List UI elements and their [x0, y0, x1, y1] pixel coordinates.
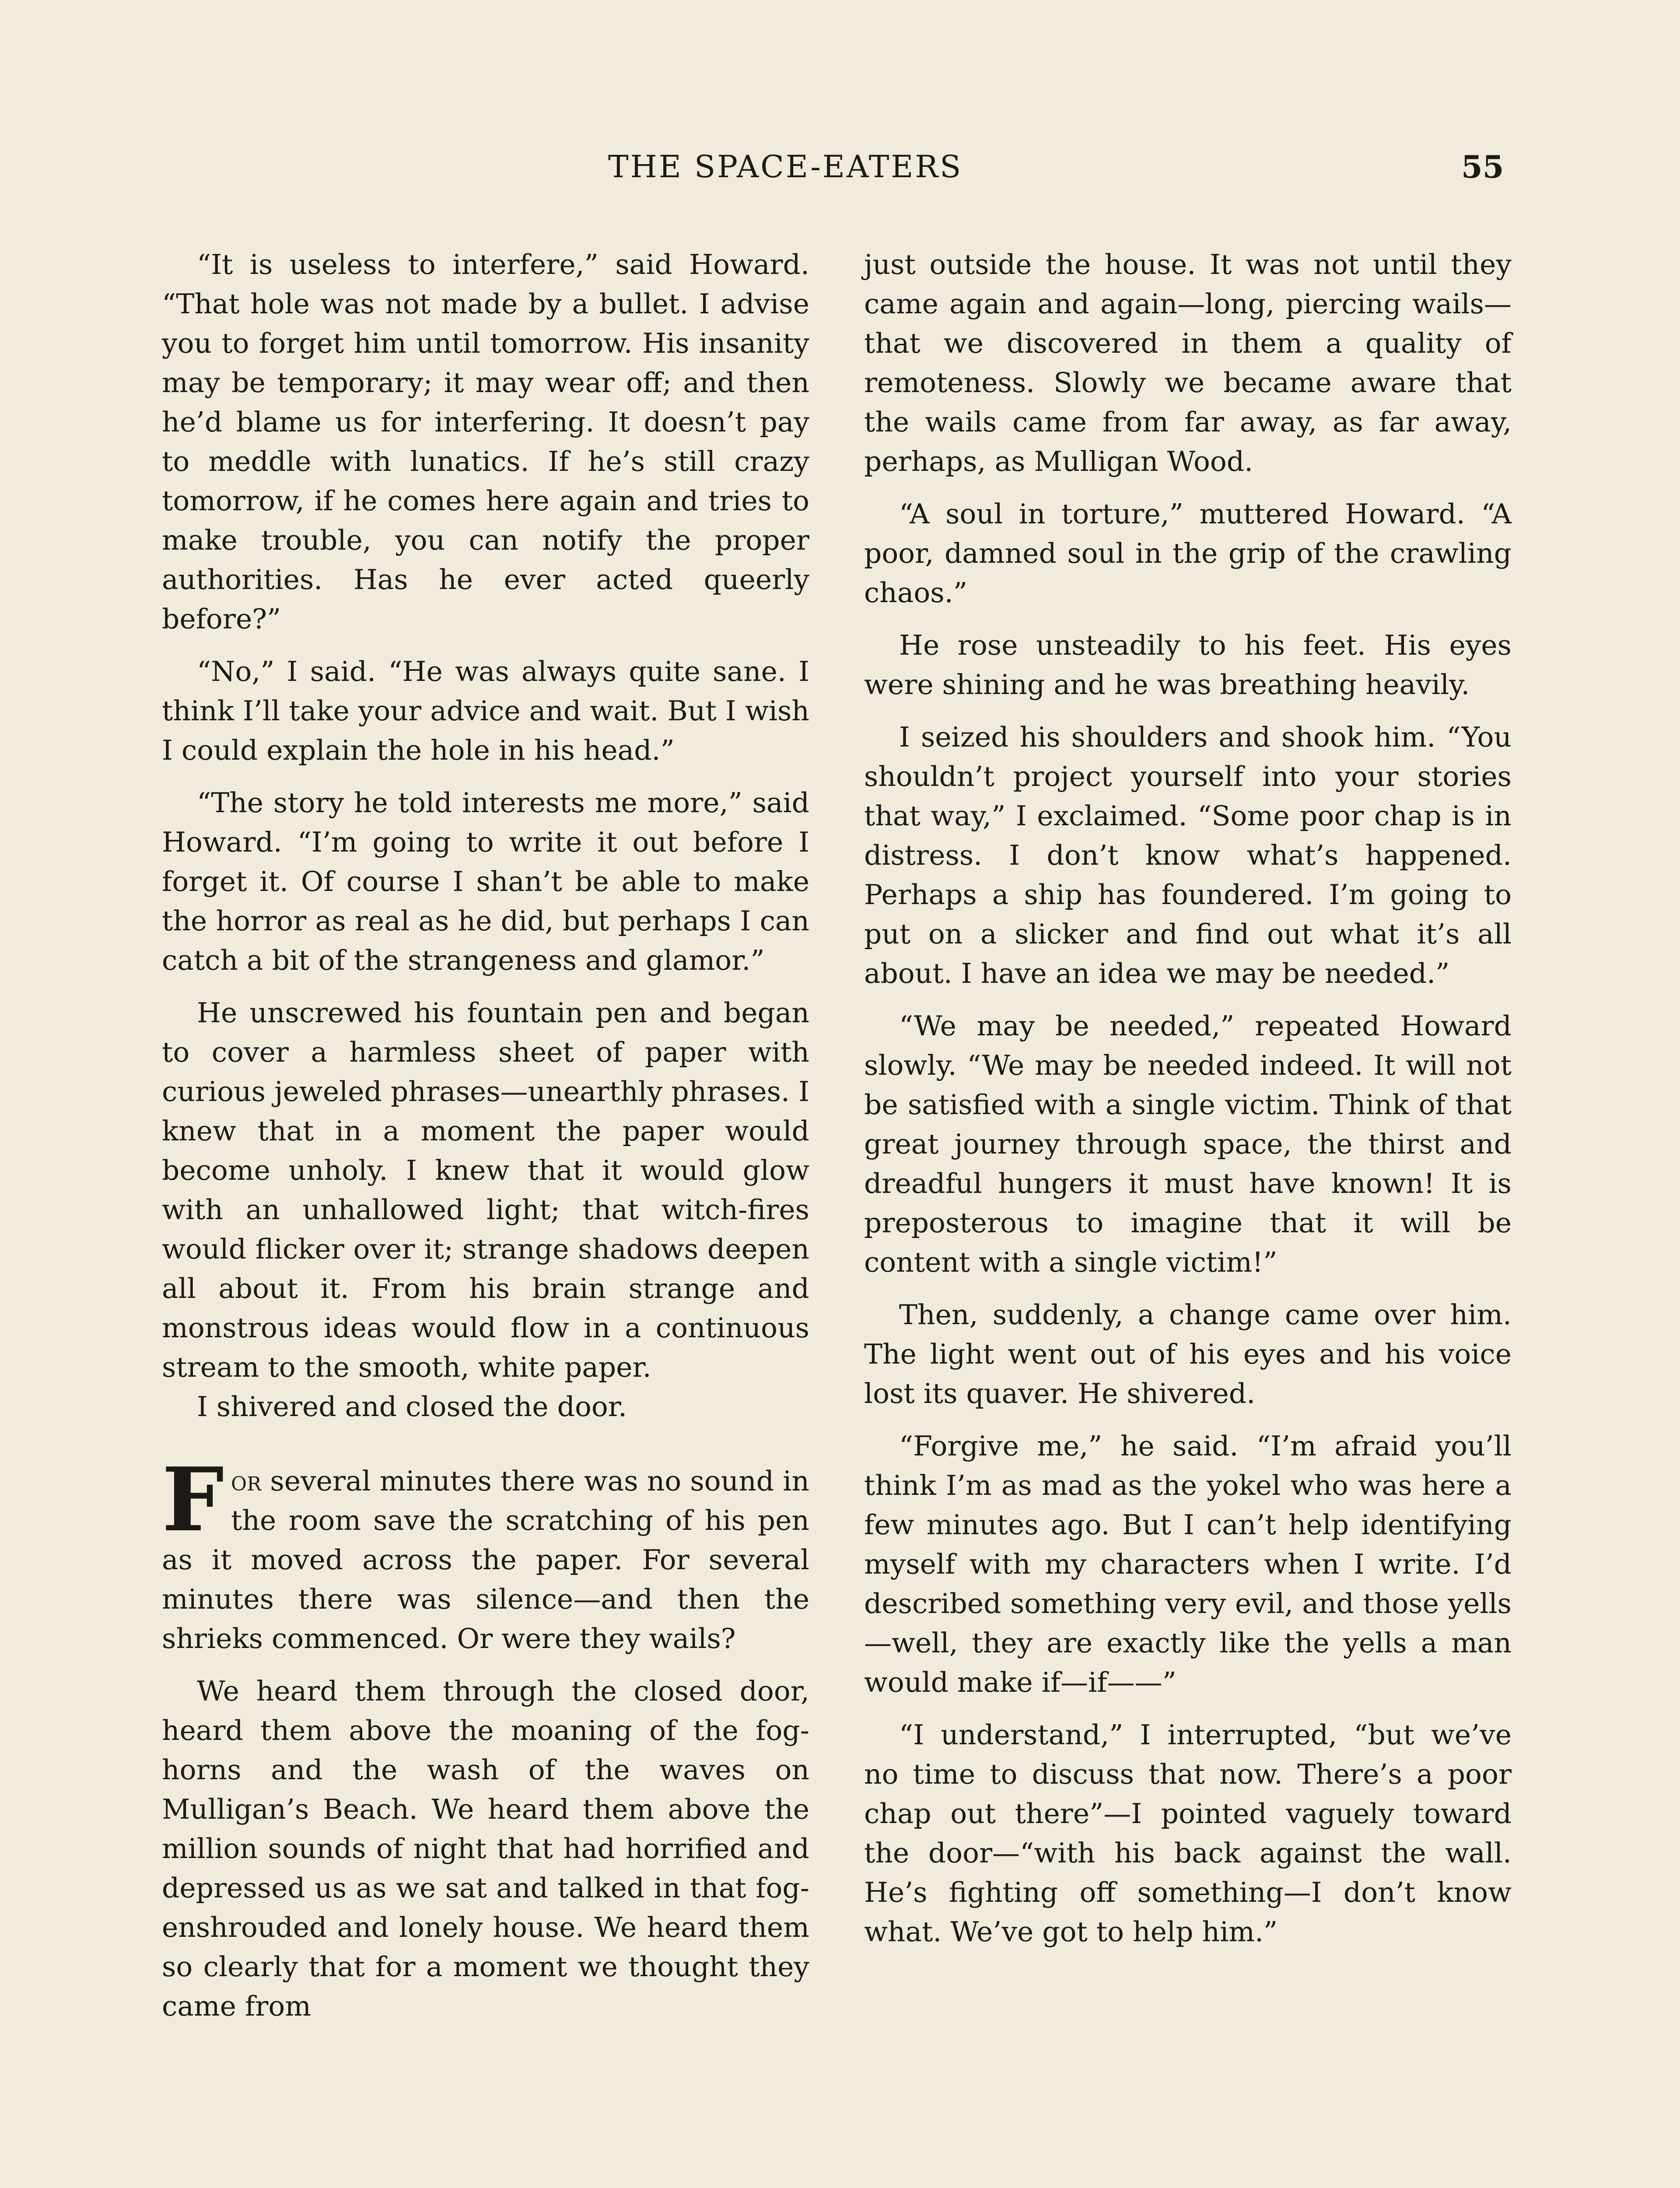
- paragraph: “A soul in torture,” muttered Howard. “A poor, damned soul in the grip of the crawling chaos.”: [864, 498, 1512, 609]
- paragraph: I shivered and closed the door.: [197, 1391, 627, 1423]
- paragraph-text: several minutes there was no sound in the room save the scratching of his pen as it moved across the paper. For several minutes there was silence—and then the shrieks commenced. Or were they wails?: [162, 1465, 809, 1655]
- left-column: [162, 245, 809, 2026]
- drop-cap: F: [162, 1448, 224, 1551]
- paragraph: We heard them through the closed door, heard them above the moaning of the fog-horns and the wash of the waves on Mulligan’s Beach. We heard them above the million sounds of night that had horrified and depressed us as we sat and talked in that fog-enshrouded and lonely house. We heard them so clearly that for a moment we thought they came from: [162, 1675, 809, 2022]
- small-caps-lead: or: [231, 1465, 262, 1497]
- page-number: 55: [1461, 149, 1504, 185]
- paragraph: Then, suddenly, a change came over him. The light went out of his eyes and his voice lost its quaver. He shivered.: [864, 1299, 1512, 1410]
- section-break: [162, 1427, 809, 1462]
- right-column: [864, 245, 1512, 1952]
- paragraph: “I understand,” I interrupted, “but we’ve no time to discuss that now. There’s a poor chap out there”—I pointed vaguely toward the door—“with his back against the wall. He’s fighting off something—I don’t know what. We’ve got to help him.”: [864, 1719, 1512, 1948]
- section-opening-paragraph: [162, 1448, 809, 1659]
- paragraph: just outside the house. It was not until they came again and again—long, piercing wails—that we discovered in them a quality of remoteness. Slowly we became aware that the wails came from far away, as far away, perhaps, as Mulligan Wood.: [864, 249, 1512, 477]
- paragraph: “It is useless to interfere,” said Howard. “That hole was not made by a bullet. I advise you to forget him until tomorrow. His insanity may be temporary; it may wear off; and then he’d blame us for interfering. It doesn’t pay to meddle with lunatics. If he’s still crazy tomorrow, if he comes here again and tries to make trouble, you can notify the proper authorities. Has he ever acted queerly before?”: [162, 249, 809, 635]
- paragraph: “The story he told interests me more,” said Howard. “I’m going to write it out before I forget it. Of course I shan’t be able to make the horror as real as he did, but perhaps I can catch a bit of the strangeness and glamor.”: [162, 787, 809, 976]
- paragraph: “We may be needed,” repeated Howard slowly. “We may be needed indeed. It will not be satisfied with a single victim. Think of that great journey through space, the thirst and dreadful hungers it must have known! It is preposterous to imagine that it will be content with a single victim!”: [864, 1010, 1512, 1278]
- paragraph: “No,” I said. “He was always quite sane. I think I’ll take your advice and wait. But I wish I could explain the hole in his head.”: [162, 656, 809, 766]
- paragraph: I seized his shoulders and shook him. “You shouldn’t project yourself into your stories that way,” I exclaimed. “Some poor chap is in distress. I don’t know what’s happened. Perhaps a ship has foundered. I’m going to put on a slicker and find out what it’s all about. I have an idea we may be needed.”: [864, 721, 1512, 989]
- paragraph: “Forgive me,” he said. “I’m afraid you’ll think I’m as mad as the yokel who was here a few minutes ago. But I can’t help identifying myself with my characters when I write. I’d described something very evil, and those yells—well, they are exactly like the yells a man would make if—if——”: [864, 1430, 1512, 1698]
- running-title: THE SPACE-EATERS: [608, 149, 963, 185]
- paragraph: He rose unsteadily to his feet. His eyes were shining and he was breathing heavily.: [864, 629, 1512, 701]
- paragraph: He unscrewed his fountain pen and began to cover a harmless sheet of paper with curious jeweled phrases—unearthly phrases. I knew that in a moment the paper would become unholy. I knew that it would glow with an unhallowed light; that witch-fires would flicker over it; strange shadows deepen all about it. From his brain strange and monstrous ideas would flow in a continuous stream to the smooth, white paper.: [162, 997, 809, 1383]
